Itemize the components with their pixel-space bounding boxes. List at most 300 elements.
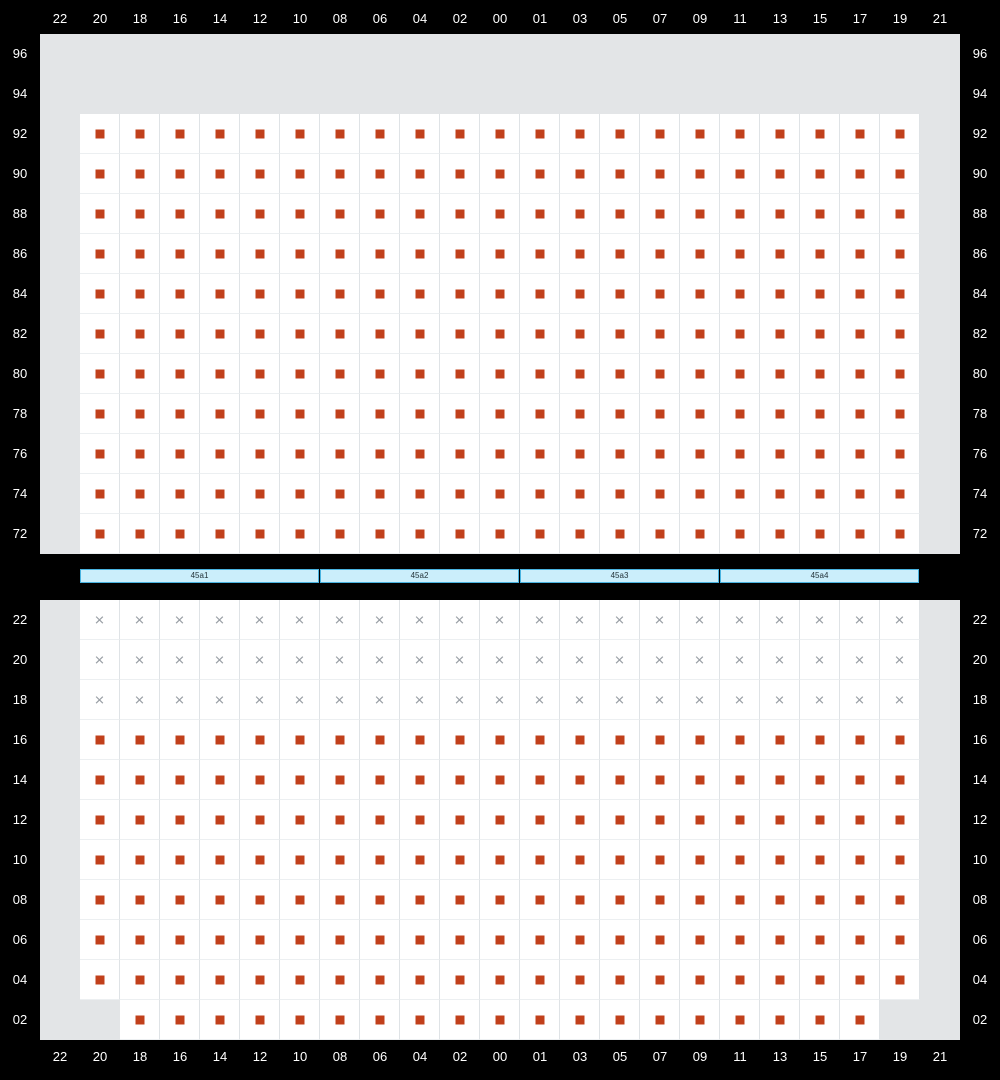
seat-marker-icon[interactable] bbox=[375, 209, 384, 218]
seat-marker-icon[interactable] bbox=[295, 895, 304, 904]
seat-cell[interactable] bbox=[760, 920, 800, 960]
seat-cell[interactable] bbox=[600, 640, 640, 680]
seat-cell[interactable] bbox=[560, 154, 600, 194]
seat-marker-icon[interactable] bbox=[895, 815, 904, 824]
seat-marker-icon[interactable] bbox=[695, 815, 704, 824]
seat-cell[interactable] bbox=[160, 800, 200, 840]
cross-marker-icon[interactable]: × bbox=[294, 610, 305, 629]
cross-marker-icon[interactable]: × bbox=[94, 690, 105, 709]
seat-cell[interactable] bbox=[520, 434, 560, 474]
seat-marker-icon[interactable] bbox=[455, 129, 464, 138]
seat-cell[interactable] bbox=[280, 720, 320, 760]
seat-marker-icon[interactable] bbox=[95, 855, 104, 864]
seat-cell[interactable] bbox=[720, 474, 760, 514]
seat-marker-icon[interactable] bbox=[215, 329, 224, 338]
seat-cell[interactable] bbox=[640, 394, 680, 434]
seat-cell[interactable] bbox=[800, 354, 840, 394]
seat-cell[interactable] bbox=[640, 354, 680, 394]
seat-marker-icon[interactable] bbox=[95, 289, 104, 298]
seat-cell[interactable] bbox=[320, 920, 360, 960]
seat-marker-icon[interactable] bbox=[615, 209, 624, 218]
seat-cell[interactable] bbox=[840, 600, 880, 640]
seat-cell[interactable] bbox=[400, 840, 440, 880]
seat-cell[interactable] bbox=[480, 194, 520, 234]
seat-marker-icon[interactable] bbox=[375, 169, 384, 178]
seat-marker-icon[interactable] bbox=[775, 815, 784, 824]
seat-cell[interactable] bbox=[880, 760, 920, 800]
cross-marker-icon[interactable]: × bbox=[494, 650, 505, 669]
seat-marker-icon[interactable] bbox=[295, 855, 304, 864]
seat-marker-icon[interactable] bbox=[175, 369, 184, 378]
seat-marker-icon[interactable] bbox=[415, 735, 424, 744]
seat-cell[interactable] bbox=[640, 514, 680, 554]
seat-marker-icon[interactable] bbox=[215, 935, 224, 944]
seat-marker-icon[interactable] bbox=[255, 815, 264, 824]
cross-marker-icon[interactable]: × bbox=[294, 650, 305, 669]
seat-cell[interactable] bbox=[760, 514, 800, 554]
cross-marker-icon[interactable]: × bbox=[94, 650, 105, 669]
seat-cell[interactable] bbox=[560, 880, 600, 920]
seat-marker-icon[interactable] bbox=[535, 735, 544, 744]
cross-marker-icon[interactable]: × bbox=[134, 610, 145, 629]
seat-marker-icon[interactable] bbox=[455, 409, 464, 418]
seat-marker-icon[interactable] bbox=[735, 449, 744, 458]
seat-marker-icon[interactable] bbox=[175, 855, 184, 864]
seat-cell[interactable] bbox=[360, 114, 400, 154]
seat-cell[interactable] bbox=[800, 640, 840, 680]
seat-marker-icon[interactable] bbox=[735, 1015, 744, 1024]
seat-cell[interactable] bbox=[600, 1000, 640, 1040]
seat-marker-icon[interactable] bbox=[535, 815, 544, 824]
seat-marker-icon[interactable] bbox=[575, 775, 584, 784]
seat-cell[interactable] bbox=[160, 1000, 200, 1040]
seat-cell[interactable] bbox=[360, 800, 400, 840]
seat-cell[interactable] bbox=[480, 800, 520, 840]
seat-cell[interactable] bbox=[280, 314, 320, 354]
seat-marker-icon[interactable] bbox=[895, 249, 904, 258]
seat-cell[interactable] bbox=[160, 960, 200, 1000]
seat-cell[interactable] bbox=[320, 194, 360, 234]
seat-cell[interactable] bbox=[800, 920, 840, 960]
seat-cell[interactable] bbox=[160, 720, 200, 760]
seat-cell[interactable] bbox=[800, 1000, 840, 1040]
seat-marker-icon[interactable] bbox=[295, 1015, 304, 1024]
seat-cell[interactable] bbox=[680, 880, 720, 920]
seat-marker-icon[interactable] bbox=[735, 249, 744, 258]
seat-cell[interactable] bbox=[800, 720, 840, 760]
seat-cell[interactable] bbox=[520, 474, 560, 514]
seat-cell[interactable] bbox=[440, 314, 480, 354]
cross-marker-icon[interactable]: × bbox=[534, 650, 545, 669]
seat-marker-icon[interactable] bbox=[815, 329, 824, 338]
seat-marker-icon[interactable] bbox=[295, 329, 304, 338]
seat-cell[interactable] bbox=[120, 920, 160, 960]
seat-marker-icon[interactable] bbox=[895, 329, 904, 338]
seat-marker-icon[interactable] bbox=[735, 289, 744, 298]
seat-marker-icon[interactable] bbox=[655, 975, 664, 984]
seat-cell[interactable] bbox=[280, 234, 320, 274]
cross-marker-icon[interactable]: × bbox=[534, 690, 545, 709]
seat-cell[interactable] bbox=[840, 640, 880, 680]
seat-cell[interactable] bbox=[800, 154, 840, 194]
seat-marker-icon[interactable] bbox=[455, 489, 464, 498]
seat-marker-icon[interactable] bbox=[655, 129, 664, 138]
seat-cell[interactable] bbox=[240, 274, 280, 314]
seat-marker-icon[interactable] bbox=[855, 129, 864, 138]
seat-marker-icon[interactable] bbox=[895, 935, 904, 944]
seat-cell[interactable] bbox=[280, 354, 320, 394]
seat-marker-icon[interactable] bbox=[815, 775, 824, 784]
seat-marker-icon[interactable] bbox=[455, 1015, 464, 1024]
seat-marker-icon[interactable] bbox=[695, 895, 704, 904]
seat-marker-icon[interactable] bbox=[375, 329, 384, 338]
seat-marker-icon[interactable] bbox=[215, 249, 224, 258]
seat-marker-icon[interactable] bbox=[535, 895, 544, 904]
seat-cell[interactable] bbox=[120, 880, 160, 920]
seat-marker-icon[interactable] bbox=[215, 369, 224, 378]
seat-marker-icon[interactable] bbox=[375, 409, 384, 418]
seat-cell[interactable] bbox=[840, 234, 880, 274]
seat-marker-icon[interactable] bbox=[735, 489, 744, 498]
seat-cell[interactable] bbox=[440, 640, 480, 680]
seat-cell[interactable] bbox=[400, 600, 440, 640]
seat-cell[interactable] bbox=[120, 274, 160, 314]
cross-marker-icon[interactable]: × bbox=[814, 650, 825, 669]
seat-cell[interactable] bbox=[480, 394, 520, 434]
seat-cell[interactable] bbox=[80, 640, 120, 680]
seat-cell[interactable] bbox=[840, 154, 880, 194]
cross-marker-icon[interactable]: × bbox=[174, 690, 185, 709]
seat-marker-icon[interactable] bbox=[575, 935, 584, 944]
seat-marker-icon[interactable] bbox=[535, 369, 544, 378]
seat-cell[interactable] bbox=[520, 354, 560, 394]
cross-marker-icon[interactable]: × bbox=[774, 650, 785, 669]
seat-cell[interactable] bbox=[560, 1000, 600, 1040]
seat-cell[interactable] bbox=[320, 1000, 360, 1040]
seat-marker-icon[interactable] bbox=[135, 169, 144, 178]
seat-cell[interactable] bbox=[120, 194, 160, 234]
seat-cell[interactable] bbox=[400, 920, 440, 960]
seat-cell[interactable] bbox=[680, 840, 720, 880]
seat-cell[interactable] bbox=[160, 600, 200, 640]
seat-cell[interactable] bbox=[400, 760, 440, 800]
seat-marker-icon[interactable] bbox=[895, 735, 904, 744]
seat-cell[interactable] bbox=[640, 114, 680, 154]
seat-cell[interactable] bbox=[280, 154, 320, 194]
seat-marker-icon[interactable] bbox=[895, 449, 904, 458]
seat-marker-icon[interactable] bbox=[95, 935, 104, 944]
seat-cell[interactable] bbox=[800, 314, 840, 354]
seat-marker-icon[interactable] bbox=[775, 369, 784, 378]
seat-cell[interactable] bbox=[880, 840, 920, 880]
seat-marker-icon[interactable] bbox=[335, 409, 344, 418]
seat-marker-icon[interactable] bbox=[575, 169, 584, 178]
seat-marker-icon[interactable] bbox=[455, 329, 464, 338]
seat-cell[interactable] bbox=[120, 600, 160, 640]
seat-marker-icon[interactable] bbox=[455, 449, 464, 458]
seat-marker-icon[interactable] bbox=[175, 409, 184, 418]
seat-cell[interactable] bbox=[320, 960, 360, 1000]
seat-cell[interactable] bbox=[200, 600, 240, 640]
seat-marker-icon[interactable] bbox=[415, 975, 424, 984]
seat-cell[interactable] bbox=[200, 920, 240, 960]
seat-marker-icon[interactable] bbox=[175, 815, 184, 824]
seat-cell[interactable] bbox=[520, 760, 560, 800]
seat-marker-icon[interactable] bbox=[335, 449, 344, 458]
seat-marker-icon[interactable] bbox=[575, 409, 584, 418]
seat-marker-icon[interactable] bbox=[695, 529, 704, 538]
seat-cell[interactable] bbox=[720, 1000, 760, 1040]
seat-cell[interactable] bbox=[840, 194, 880, 234]
seat-cell[interactable] bbox=[400, 274, 440, 314]
seat-cell[interactable] bbox=[200, 474, 240, 514]
section-bar-45a2[interactable]: 45a2 bbox=[320, 569, 519, 583]
seat-cell[interactable] bbox=[240, 474, 280, 514]
seat-marker-icon[interactable] bbox=[135, 329, 144, 338]
seat-marker-icon[interactable] bbox=[855, 935, 864, 944]
cross-marker-icon[interactable]: × bbox=[374, 690, 385, 709]
seat-marker-icon[interactable] bbox=[655, 449, 664, 458]
seat-marker-icon[interactable] bbox=[735, 735, 744, 744]
seat-cell[interactable] bbox=[280, 434, 320, 474]
seat-marker-icon[interactable] bbox=[735, 935, 744, 944]
seat-cell[interactable] bbox=[760, 394, 800, 434]
seat-marker-icon[interactable] bbox=[495, 329, 504, 338]
seat-marker-icon[interactable] bbox=[375, 129, 384, 138]
seat-cell[interactable] bbox=[400, 234, 440, 274]
seat-cell[interactable] bbox=[480, 640, 520, 680]
seat-cell[interactable] bbox=[560, 760, 600, 800]
seat-cell[interactable] bbox=[680, 800, 720, 840]
seat-cell[interactable] bbox=[800, 680, 840, 720]
seat-cell[interactable] bbox=[720, 354, 760, 394]
seat-cell[interactable] bbox=[240, 194, 280, 234]
seat-cell[interactable] bbox=[640, 880, 680, 920]
seat-cell[interactable] bbox=[680, 234, 720, 274]
seat-marker-icon[interactable] bbox=[255, 735, 264, 744]
seat-marker-icon[interactable] bbox=[255, 975, 264, 984]
seat-cell[interactable] bbox=[600, 960, 640, 1000]
seat-marker-icon[interactable] bbox=[295, 489, 304, 498]
seat-marker-icon[interactable] bbox=[495, 895, 504, 904]
seat-marker-icon[interactable] bbox=[375, 775, 384, 784]
seat-marker-icon[interactable] bbox=[655, 855, 664, 864]
seat-cell[interactable] bbox=[560, 680, 600, 720]
seat-marker-icon[interactable] bbox=[255, 1015, 264, 1024]
seat-marker-icon[interactable] bbox=[575, 895, 584, 904]
seat-marker-icon[interactable] bbox=[575, 449, 584, 458]
seat-cell[interactable] bbox=[480, 720, 520, 760]
seat-cell[interactable] bbox=[200, 234, 240, 274]
seat-marker-icon[interactable] bbox=[95, 369, 104, 378]
seat-cell[interactable] bbox=[520, 680, 560, 720]
seat-cell[interactable] bbox=[560, 234, 600, 274]
seat-cell[interactable] bbox=[120, 154, 160, 194]
seat-cell[interactable] bbox=[160, 680, 200, 720]
seat-marker-icon[interactable] bbox=[895, 855, 904, 864]
seat-marker-icon[interactable] bbox=[455, 249, 464, 258]
seat-marker-icon[interactable] bbox=[175, 1015, 184, 1024]
cross-marker-icon[interactable]: × bbox=[254, 650, 265, 669]
seat-cell[interactable] bbox=[360, 314, 400, 354]
seat-cell[interactable] bbox=[240, 680, 280, 720]
seat-cell[interactable] bbox=[680, 354, 720, 394]
seat-marker-icon[interactable] bbox=[135, 409, 144, 418]
seat-marker-icon[interactable] bbox=[855, 529, 864, 538]
cross-marker-icon[interactable]: × bbox=[894, 610, 905, 629]
seat-cell[interactable] bbox=[440, 394, 480, 434]
seat-marker-icon[interactable] bbox=[855, 169, 864, 178]
seat-cell[interactable] bbox=[480, 600, 520, 640]
seat-cell[interactable] bbox=[680, 720, 720, 760]
cross-marker-icon[interactable]: × bbox=[414, 610, 425, 629]
seat-cell[interactable] bbox=[160, 394, 200, 434]
seat-cell[interactable] bbox=[800, 194, 840, 234]
seat-cell[interactable] bbox=[80, 600, 120, 640]
seat-cell[interactable] bbox=[560, 394, 600, 434]
seat-cell[interactable] bbox=[400, 640, 440, 680]
seat-marker-icon[interactable] bbox=[295, 815, 304, 824]
seat-cell[interactable] bbox=[600, 514, 640, 554]
seat-marker-icon[interactable] bbox=[535, 409, 544, 418]
seat-marker-icon[interactable] bbox=[655, 489, 664, 498]
seat-marker-icon[interactable] bbox=[415, 289, 424, 298]
seat-marker-icon[interactable] bbox=[255, 775, 264, 784]
seat-marker-icon[interactable] bbox=[615, 815, 624, 824]
seat-cell[interactable] bbox=[320, 154, 360, 194]
seat-marker-icon[interactable] bbox=[655, 935, 664, 944]
cross-marker-icon[interactable]: × bbox=[734, 610, 745, 629]
seat-marker-icon[interactable] bbox=[615, 169, 624, 178]
seat-cell[interactable] bbox=[560, 274, 600, 314]
seat-cell[interactable] bbox=[240, 394, 280, 434]
cross-marker-icon[interactable]: × bbox=[294, 690, 305, 709]
seat-cell[interactable] bbox=[280, 960, 320, 1000]
seat-marker-icon[interactable] bbox=[775, 1015, 784, 1024]
seat-marker-icon[interactable] bbox=[535, 449, 544, 458]
seat-marker-icon[interactable] bbox=[415, 449, 424, 458]
seat-marker-icon[interactable] bbox=[495, 409, 504, 418]
seat-cell[interactable] bbox=[200, 274, 240, 314]
seat-marker-icon[interactable] bbox=[455, 209, 464, 218]
seat-cell[interactable] bbox=[200, 720, 240, 760]
seat-marker-icon[interactable] bbox=[895, 209, 904, 218]
seat-marker-icon[interactable] bbox=[495, 735, 504, 744]
cross-marker-icon[interactable]: × bbox=[854, 690, 865, 709]
cross-marker-icon[interactable]: × bbox=[574, 690, 585, 709]
seat-cell[interactable] bbox=[360, 840, 400, 880]
seat-cell[interactable] bbox=[360, 514, 400, 554]
seat-marker-icon[interactable] bbox=[455, 775, 464, 784]
seat-marker-icon[interactable] bbox=[415, 249, 424, 258]
seat-cell[interactable] bbox=[120, 514, 160, 554]
cross-marker-icon[interactable]: × bbox=[614, 690, 625, 709]
seat-marker-icon[interactable] bbox=[175, 975, 184, 984]
seat-marker-icon[interactable] bbox=[255, 895, 264, 904]
seat-cell[interactable] bbox=[680, 314, 720, 354]
seat-cell[interactable] bbox=[440, 114, 480, 154]
seat-cell[interactable] bbox=[680, 514, 720, 554]
seat-marker-icon[interactable] bbox=[495, 775, 504, 784]
seat-marker-icon[interactable] bbox=[255, 329, 264, 338]
seat-cell[interactable] bbox=[800, 960, 840, 1000]
seat-marker-icon[interactable] bbox=[295, 209, 304, 218]
seat-cell[interactable] bbox=[160, 314, 200, 354]
seat-marker-icon[interactable] bbox=[815, 815, 824, 824]
seat-marker-icon[interactable] bbox=[695, 1015, 704, 1024]
seat-cell[interactable] bbox=[680, 760, 720, 800]
seat-cell[interactable] bbox=[560, 720, 600, 760]
seat-cell[interactable] bbox=[440, 600, 480, 640]
seat-marker-icon[interactable] bbox=[575, 489, 584, 498]
seat-cell[interactable] bbox=[200, 154, 240, 194]
seat-cell[interactable] bbox=[360, 194, 400, 234]
seat-cell[interactable] bbox=[320, 720, 360, 760]
seat-cell[interactable] bbox=[680, 960, 720, 1000]
seat-marker-icon[interactable] bbox=[175, 209, 184, 218]
seat-cell[interactable] bbox=[720, 720, 760, 760]
seat-cell[interactable] bbox=[760, 800, 800, 840]
seat-cell[interactable] bbox=[640, 800, 680, 840]
seat-marker-icon[interactable] bbox=[295, 529, 304, 538]
seat-cell[interactable] bbox=[840, 354, 880, 394]
seat-cell[interactable] bbox=[520, 600, 560, 640]
seat-cell[interactable] bbox=[480, 680, 520, 720]
seat-cell[interactable] bbox=[80, 800, 120, 840]
cross-marker-icon[interactable]: × bbox=[854, 650, 865, 669]
seat-marker-icon[interactable] bbox=[415, 815, 424, 824]
seat-marker-icon[interactable] bbox=[215, 409, 224, 418]
seat-cell[interactable] bbox=[160, 274, 200, 314]
seat-cell[interactable] bbox=[880, 720, 920, 760]
seat-marker-icon[interactable] bbox=[615, 489, 624, 498]
seat-cell[interactable] bbox=[680, 114, 720, 154]
seat-marker-icon[interactable] bbox=[855, 489, 864, 498]
seat-cell[interactable] bbox=[720, 234, 760, 274]
seat-marker-icon[interactable] bbox=[175, 329, 184, 338]
seat-cell[interactable] bbox=[80, 920, 120, 960]
seat-cell[interactable] bbox=[880, 314, 920, 354]
seat-marker-icon[interactable] bbox=[735, 129, 744, 138]
seat-marker-icon[interactable] bbox=[415, 329, 424, 338]
seat-cell[interactable] bbox=[360, 274, 400, 314]
seat-cell[interactable] bbox=[720, 434, 760, 474]
seat-cell[interactable] bbox=[800, 474, 840, 514]
seat-cell[interactable] bbox=[200, 434, 240, 474]
seat-cell[interactable] bbox=[240, 880, 280, 920]
seat-cell[interactable] bbox=[120, 960, 160, 1000]
seat-cell[interactable] bbox=[880, 514, 920, 554]
seat-cell[interactable] bbox=[400, 194, 440, 234]
seat-cell[interactable] bbox=[200, 514, 240, 554]
seat-marker-icon[interactable] bbox=[815, 409, 824, 418]
seat-cell[interactable] bbox=[280, 640, 320, 680]
seat-marker-icon[interactable] bbox=[375, 529, 384, 538]
cross-marker-icon[interactable]: × bbox=[534, 610, 545, 629]
seat-cell[interactable] bbox=[360, 920, 400, 960]
cross-marker-icon[interactable]: × bbox=[454, 650, 465, 669]
seat-marker-icon[interactable] bbox=[335, 935, 344, 944]
seat-marker-icon[interactable] bbox=[375, 935, 384, 944]
seat-marker-icon[interactable] bbox=[215, 1015, 224, 1024]
seat-marker-icon[interactable] bbox=[575, 369, 584, 378]
seat-marker-icon[interactable] bbox=[775, 775, 784, 784]
seat-marker-icon[interactable] bbox=[855, 329, 864, 338]
seat-marker-icon[interactable] bbox=[655, 289, 664, 298]
seat-cell[interactable] bbox=[400, 800, 440, 840]
seat-cell[interactable] bbox=[880, 680, 920, 720]
seat-marker-icon[interactable] bbox=[855, 249, 864, 258]
